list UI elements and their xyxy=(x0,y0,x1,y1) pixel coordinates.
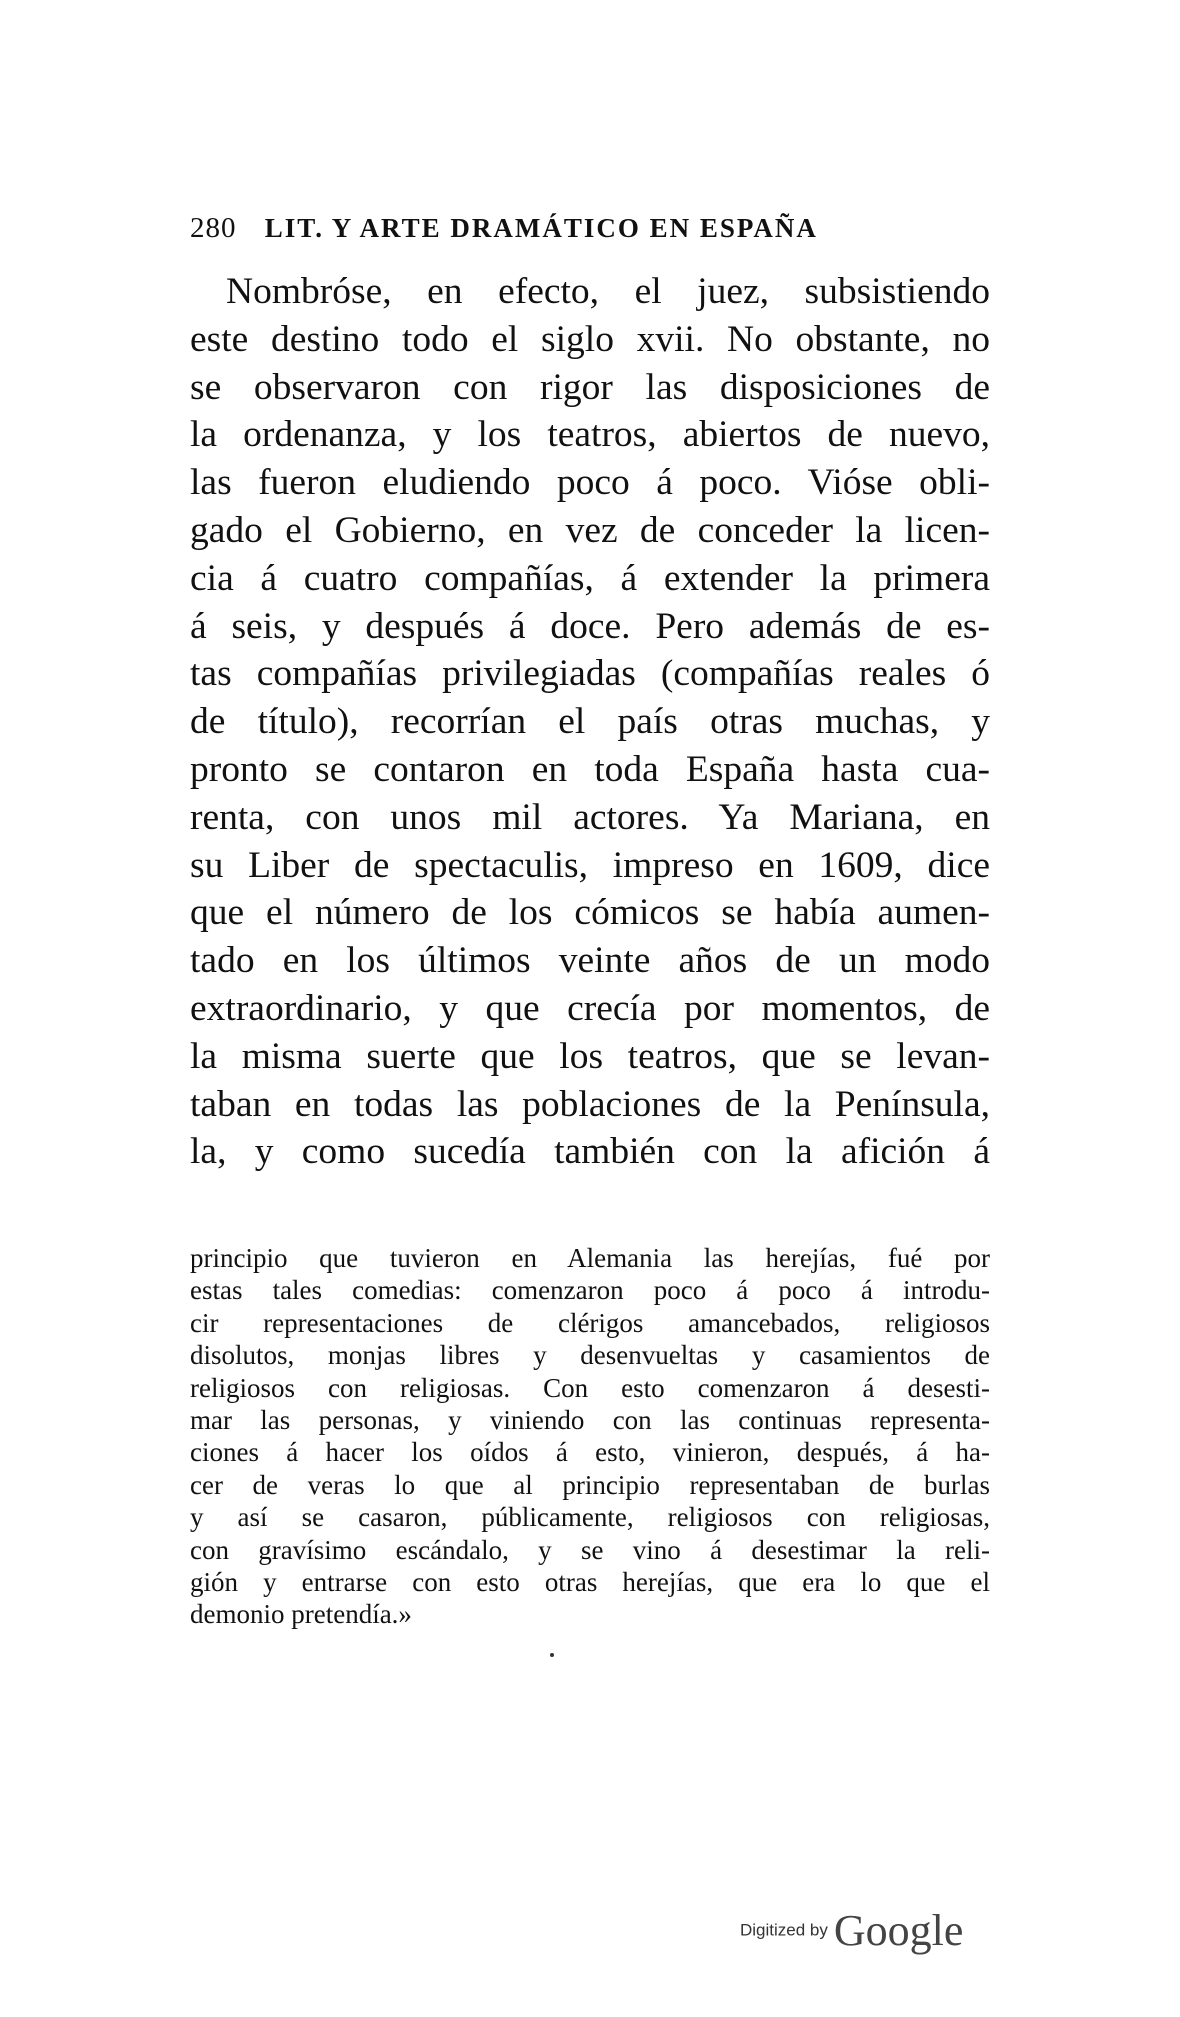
running-header xyxy=(190,212,990,245)
watermark-prefix: Digitized by xyxy=(740,1920,828,1940)
footnote-line: y así se casaron, públicamente, religiosos con religiosas, xyxy=(190,1502,990,1533)
body-line: su Liber de spectaculis, impreso en 1609, dice xyxy=(190,844,990,886)
body-line: taban en todas las poblaciones de la Península, xyxy=(190,1083,990,1125)
body-line: las fueron eludiendo poco á poco. Vióse obli- xyxy=(190,462,990,504)
body-line: á seis, y después á doce. Pero además de es- xyxy=(190,605,990,647)
body-line: Nombróse, en efecto, el juez, subsistiendo xyxy=(226,271,990,312)
footnote-line: gión y entrarse con esto otras herejías, que era lo que el xyxy=(190,1567,990,1598)
body-line: tado en los últimos veinte años de un modo xyxy=(190,940,990,982)
body-line: gado el Gobierno, en vez de conceder la licen- xyxy=(190,509,990,551)
ink-speck xyxy=(550,1653,554,1657)
digitized-watermark xyxy=(740,1905,963,1956)
body-line: de título), recorrían el país otras muchas, y xyxy=(190,701,990,743)
google-logo: Google xyxy=(833,1906,964,1955)
body-line: se observaron con rigor las disposiciones de xyxy=(190,366,990,408)
page-number: 280 xyxy=(190,212,237,244)
body-line: la, y como sucedía también con la afición á xyxy=(190,1131,990,1173)
body-line: pronto se contaron en toda España hasta cua- xyxy=(190,748,990,790)
footnote-line: con gravísimo escándalo, y se vino á desestimar la reli- xyxy=(190,1534,990,1565)
footnote-line: religiosos con religiosas. Con esto comenzaron á desesti- xyxy=(190,1372,990,1403)
main-text xyxy=(190,268,990,1176)
footnote-line: demonio pretendía.» xyxy=(190,1599,412,1630)
running-title: LIT. Y ARTE DRAMÁTICO EN ESPAÑA xyxy=(264,213,818,243)
body-line: extraordinario, y que crecía por momentos, de xyxy=(190,987,990,1029)
body-line: la ordenanza, y los teatros, abiertos de nuevo, xyxy=(190,414,990,456)
footnote-line: ciones á hacer los oídos á esto, vinieron, después, á ha- xyxy=(190,1437,990,1468)
body-line: cia á cuatro compañías, á extender la primera xyxy=(190,557,990,599)
footnote-line: principio que tuvieron en Alemania las herejías, fué por xyxy=(190,1243,990,1273)
footnote-line: cer de veras lo que al principio representaban de burlas xyxy=(190,1469,990,1500)
body-line: renta, con unos mil actores. Ya Mariana, en xyxy=(190,796,990,838)
footnote xyxy=(190,1242,990,1631)
body-line: este destino todo el siglo xvii. No obstante, no xyxy=(190,318,990,360)
footnote-line: cir representaciones de clérigos amancebados, religiosos xyxy=(190,1307,990,1338)
footnote-line: estas tales comedias: comenzaron poco á poco á introdu- xyxy=(190,1275,990,1306)
body-line: tas compañías privilegiadas (compañías reales ó xyxy=(190,653,990,695)
body-line: que el número de los cómicos se había aumen- xyxy=(190,892,990,934)
footnote-line: disolutos, monjas libres y desenvueltas y casamientos de xyxy=(190,1340,990,1371)
footnote-line: mar las personas, y viniendo con las continuas representa- xyxy=(190,1405,990,1436)
body-line: la misma suerte que los teatros, que se levan- xyxy=(190,1035,990,1077)
